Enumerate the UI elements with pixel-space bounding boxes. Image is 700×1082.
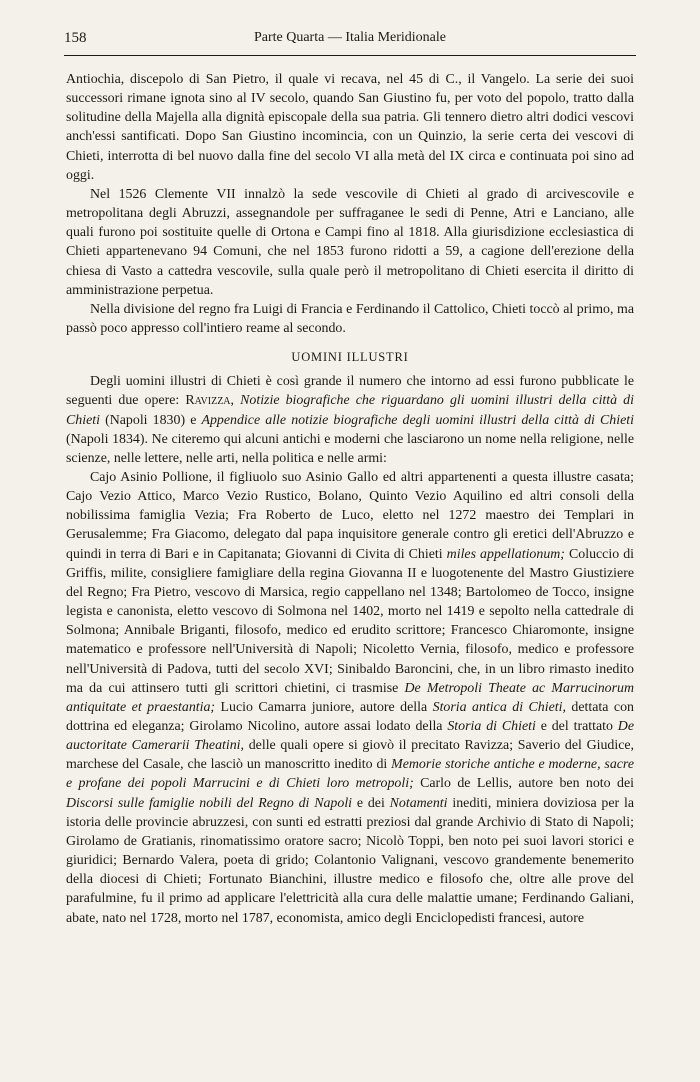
book-title: Appendice alle notizie biografiche degli uomini illustri della città di Chieti — [201, 412, 634, 428]
body-text — [66, 70, 634, 928]
intro-text: , — [230, 393, 241, 409]
header-rule — [64, 55, 636, 56]
list-text: Cajo Asinio Pollione, il figliuolo suo Asinio Gallo ed altri appartenenti a questa illustre casata; Cajo Vezio Attico, Marco Vezio Rustico, Bolano, Quinto Vezio Aquilino ed altri consoli della nobilissima famiglia Vezia; Fra Roberto de Luco, eletto nel 1272 maestro dei Templari in Gerusalemme; Fra Giacomo, delegato dal papa inquisitore generale contro gli eretici dell'Abruzzo e quindi in terra di Bari e in Capitanata; Giovanni di Civita di Chieti — [66, 469, 634, 562]
list-text: inediti, miniera doviziosa per la istoria delle provincie abruzzesi, con sunti ed estratti preziosi dal grande Archivio di Stato di Napoli; Girolamo de Gratianis, rinomatissimo oratore sacro; Nicolò Toppi, ben noto pei suoi lavori storici e giuridici; Bernardo Valera, poeta di grido; Colantonio Valignani, vescovo grandemente benemerito della diocesi di Chieti; Fortunato Bianchini, illustre medico e filosofo che, oltre alle prove del parafulmine, fu il primo ad applicare l'elettricità alla cura delle malattie umane; Ferdinando Galiani, abate, nato nel 1728, morto nel 1787, economista, amico degli Enciclopedisti francesi, autore — [66, 795, 634, 926]
list-text: delle quali opere si giovò il precitato Ravizza; Saverio del Giudice, marchese del Casale, che lasciò un manoscritto inedito di — [66, 738, 635, 773]
running-title: Parte Quarta — Italia Meridionale — [253, 30, 447, 45]
work-title: Memorie storiche antiche e moderne, sacre e profane dei popoli Marrucini e di Chieti loro metropoli; — [66, 757, 634, 792]
intro-text: Degli uomini illustri di Chieti è così grande il numero che intorno ad essi furono pubblicate le seguenti due opere: — [66, 374, 634, 409]
list-text: dettata con dottrina ed eleganza; Girolamo Nicolino, autore assai lodato della — [66, 699, 634, 734]
work-title: Storia antica di Chieti, — [432, 699, 566, 715]
work-title: Notamenti — [389, 795, 448, 811]
paragraph-illustrious-intro — [66, 372, 634, 468]
paragraph-continuation: Antiochia, discepolo di San Pietro, il quale vi recava, nel 45 di C., il Vangelo. La serie dei suoi successori rimane ignota sino al IV secolo, quando San Giustino fu, per voto del popolo, tratto dalla solitudine della Majella alla dignità episcopale della sua patria. Gli tennero dietro altri dodici vescovi anch'essi santificati. Dopo San Giustino incomincia, con un Quinzio, la serie certa dei vescovi di Chieti, interrotta di bel nuovo dalla fine del secolo VI alla metà del IX circa e continuata poi sino ad oggi. — [66, 72, 634, 183]
work-title: Discorsi sulle famiglie nobili del Regno di Napoli — [66, 795, 353, 811]
work-title: Storia di Chieti — [447, 719, 536, 734]
page-number: 158 — [64, 30, 87, 46]
paragraph-illustrious-list — [66, 468, 634, 928]
book-title: Notizie biografiche che riguardano gli uomini illustri della città di Chieti — [66, 393, 634, 428]
work-title: De auctoritate Camerarii Theatini, — [66, 719, 634, 754]
list-text: Lucio Camarra juniore, autore della — [215, 699, 433, 715]
author-name: Ravizza — [185, 393, 231, 409]
list-text: e dei — [352, 795, 390, 811]
work-title: De Metropoli Theate ac Marrucinorum antiquitate et praestantia; — [66, 680, 634, 715]
list-text: e del trattato — [535, 719, 618, 734]
intro-text: (Napoli 1830) e — [99, 412, 202, 428]
paragraph-kingdom-division: Nella divisione del regno fra Luigi di Francia e Ferdinando il Cattolico, Chieti toccò al primo, ma passò poco appresso coll'intiero reame al secondo. — [66, 301, 634, 337]
list-text: Coluccio di Griffis, milite, consigliere famigliare della regina Giovanna II e luogotenente del Mastro Giustiziere del Regno; Fra Pietro, vescovo di Marsica, regio cappellano nel 1348; Bartolomeo de Tocco, insigne legista e canonista, eletto vescovo di Solmona nel 1402, morto nel 1419 e sepolto nella cattedrale di Solmona; Annibale Briganti, filosofo, medico ed erudito scrittore; Francesco Chiaromonte, insigne matematico e professore nell'Università di Napoli; Nicoletto Vernia, filosofo, medico e professore nell'Università di Padova, tutti del secolo XVI; Sinibaldo Baroncini, che, in un libro rimasto inedito ma da cui attinsero tutti gli scrittori chietini, ci trasmise — [66, 546, 635, 696]
list-text: Carlo de Lellis, autore ben noto dei — [413, 776, 634, 792]
intro-text: (Napoli 1834). Ne citeremo qui alcuni antichi e moderni che lasciarono un nome nella religione, nelle scienze, nelle lettere, nelle arti, nella politica e nelle armi: — [66, 431, 634, 466]
paragraph-archdiocese: Nel 1526 Clemente VII innalzò la sede vescovile di Chieti al grado di arcivescovile e metropolitana degli Abruzzi, assegnandole per suffraganee le sedi di Penne, Atri e Lanciano, alle quali furono poi sostituite quelle di Ortona e Campi fino al 1818. Alla giurisdizione ecclesiastica di Chieti appartenevano 94 Comuni, che nel 1853 furono ridotti a 59, a cagione dell'erezione della chiesa di Vasto a cattedra vescovile, sulla quale però il metropolitano di Chieti esercita il diritto di amministrazione perpetua. — [66, 186, 634, 298]
running-head — [64, 26, 636, 50]
latin-title: miles appellationum; — [446, 546, 565, 562]
section-heading: UOMINI ILLUSTRI — [291, 350, 409, 365]
